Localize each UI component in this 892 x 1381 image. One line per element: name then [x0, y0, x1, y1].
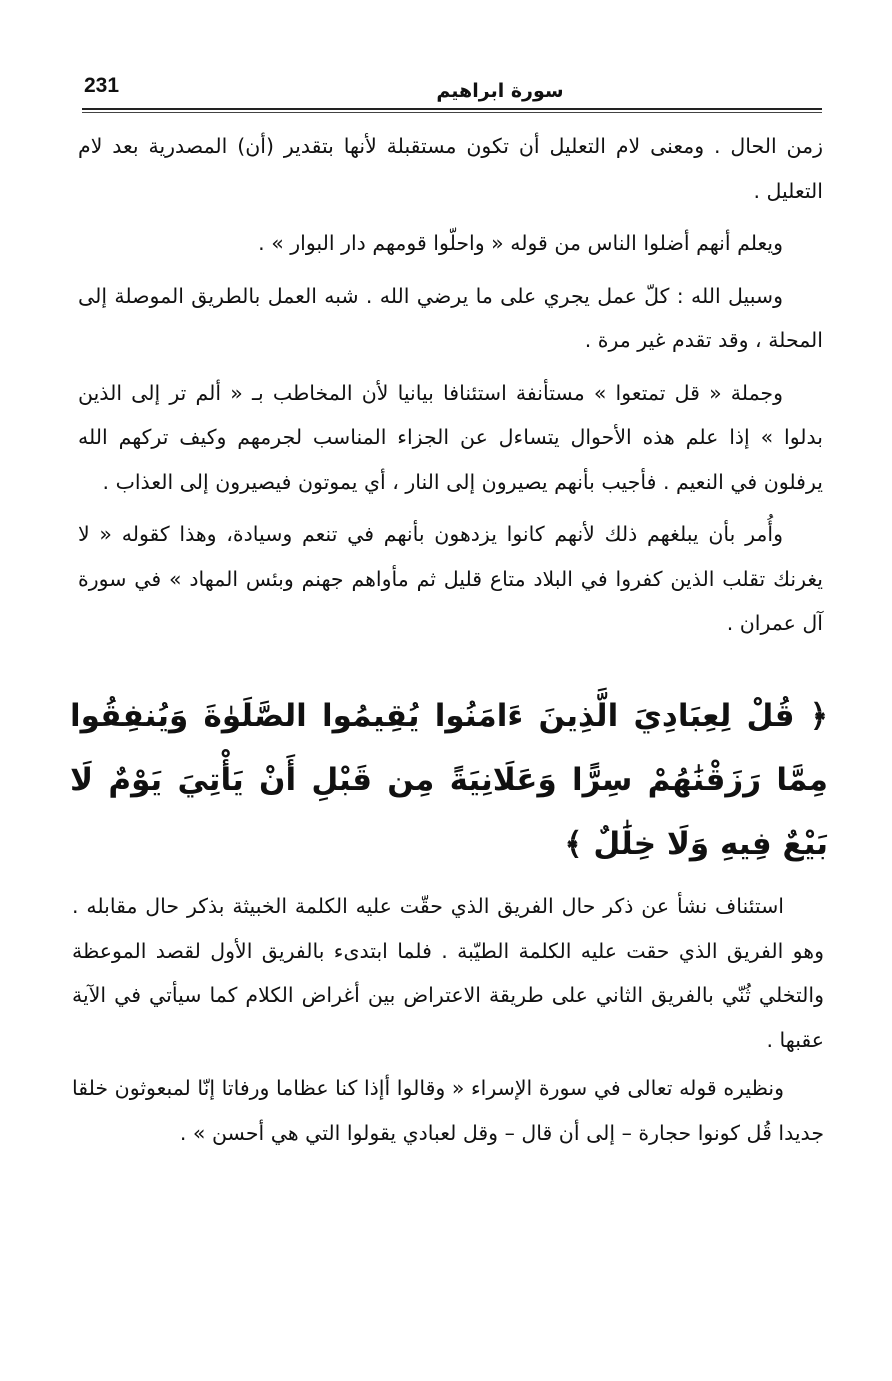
- page-number: 231: [84, 74, 120, 97]
- body-text-block: [78, 124, 823, 654]
- paragraph: ويعلم أنهم أضلوا الناس من قوله « واحلّوا قومهم دار البوار » .: [258, 231, 783, 255]
- commentary-paragraph: استئناف نشأ عن ذكر حال الفريق الذي حقّت عليه الكلمة الخبيثة بذكر حال مقابله . وهو الفريق الذي حقت عليه الكلمة الطيّبة . فلما ابتدىء بالفريق الأول لقصد الموعظة والتخلي ثُنّي بالفريق الثاني على طريقة الاعتراض بين أغراض الكلام كما سيأتي في الآية عقبها .: [72, 894, 824, 1052]
- running-header-title: سورة ابراهيم: [436, 80, 564, 102]
- paragraph: وسبيل الله : كلّ عمل يجري على ما يرضي الله . شبه العمل بالطريق الموصلة إلى المحلة ، وقد تقدم غير مرة .: [78, 283, 823, 352]
- header-rule: [82, 108, 822, 110]
- paragraph: وأُمر بأن يبلغهم ذلك لأنهم كانوا يزدهون بأنهم في تنعم وسيادة، وهذا كقوله « لا يغرنك تقلب الذين كفروا في البلاد متاع قليل ثم مأواهم جهنم وبئس المهاد » في سورة آل عمران .: [78, 522, 823, 635]
- commentary-paragraph: ونظيره قوله تعالى في سورة الإسراء « وقالوا أإذا كنا عظاما ورفاتا إنّا لمبعوثون خلقا جديدا قُل كونوا حجارة – إلى أن قال – وقل لعبادي يقولوا التي هي أحسن » .: [72, 1076, 824, 1145]
- quran-verse: ﴿ قُلْ لِعِبَادِيَ الَّذِينَ ءَامَنُوا يُقِيمُوا الصَّلَوٰةَ وَيُنفِقُوا مِمَّا رَزَقْنَٰهُمْ سِرًّا وَعَلَانِيَةً مِن قَبْلِ أَنْ يَأْتِيَ يَوْمٌ لَا بَيْعٌ فِيهِ وَلَا خِلَٰلٌ ﴾: [70, 698, 828, 862]
- paragraph: وجملة « قل تمتعوا » مستأنفة استئنافا بيانيا لأن المخاطب بـ « ألم تر إلى الذين بدلوا » إذا علم هذه الأحوال يتساءل عن الجزاء المناسب لجرمهم وكيف تركهم الله يرفلون في النعيم . فأجيب بأنهم يصيرون إلى النار ، أي يموتون فيصيرون إلى العذاب .: [78, 380, 823, 494]
- header-rule-secondary: [82, 112, 822, 113]
- commentary-block: [72, 884, 824, 1159]
- paragraph: زمن الحال . ومعنى لام التعليل أن تكون مستقبلة لأنها بتقدير (أن) المصدرية بعد لام التعليل .: [78, 134, 823, 203]
